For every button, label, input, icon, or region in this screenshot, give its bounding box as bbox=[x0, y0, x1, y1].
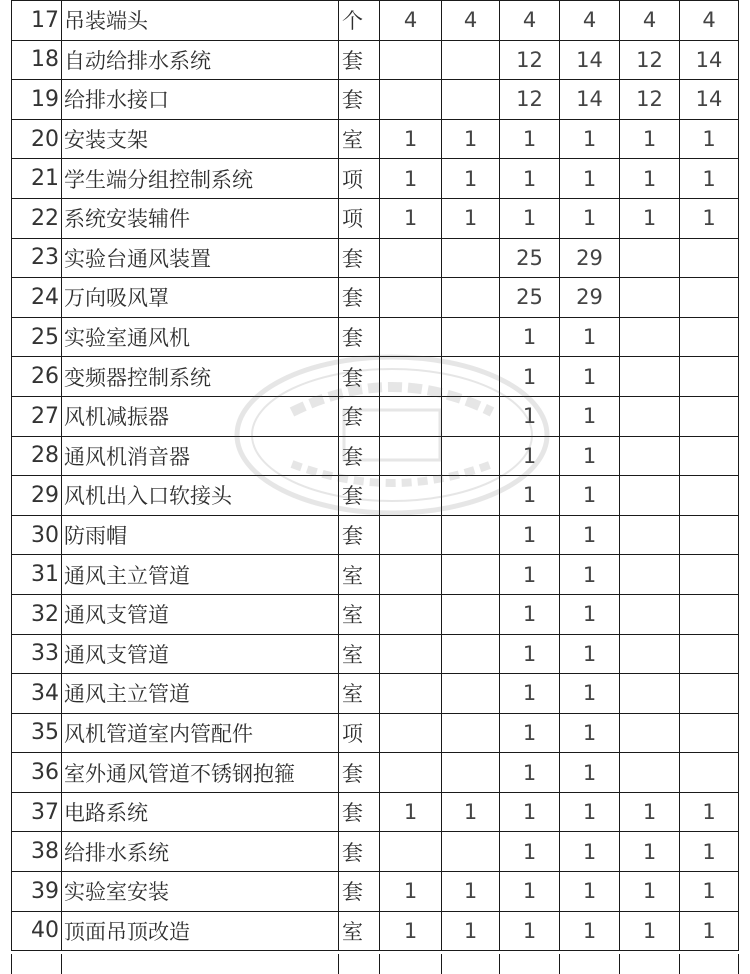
table-row bbox=[12, 872, 739, 912]
item-name-cell: 顶面吊顶改造 bbox=[62, 911, 339, 951]
unit-cell: 室 bbox=[339, 119, 380, 159]
unit-cell: 项 bbox=[339, 198, 380, 238]
unit-cell: 室 bbox=[339, 911, 380, 951]
unit-cell: 个 bbox=[339, 1, 380, 41]
quantity-cell bbox=[442, 515, 500, 555]
quantity-cell: 29 bbox=[560, 238, 620, 278]
row-number-cell: 37 bbox=[12, 792, 62, 832]
quantity-cell: 4 bbox=[380, 1, 442, 41]
row-number-cell: 32 bbox=[12, 594, 62, 634]
quantity-cell bbox=[380, 40, 442, 80]
quantity-cell bbox=[442, 713, 500, 753]
quantity-cell: 1 bbox=[500, 911, 560, 951]
quantity-cell: 1 bbox=[560, 634, 620, 674]
quantity-cell bbox=[620, 515, 680, 555]
quantity-cell bbox=[680, 594, 739, 634]
quantity-cell bbox=[680, 555, 739, 595]
table-row bbox=[12, 278, 739, 318]
row-number-cell: 24 bbox=[12, 278, 62, 318]
quantity-cell: 4 bbox=[620, 1, 680, 41]
quantity-cell: 1 bbox=[442, 911, 500, 951]
quantity-cell: 1 bbox=[620, 198, 680, 238]
quantity-cell: 29 bbox=[560, 278, 620, 318]
quantity-cell bbox=[680, 396, 739, 436]
quantity-cell bbox=[380, 357, 442, 397]
quantity-cell: 1 bbox=[560, 396, 620, 436]
row-number-cell: 33 bbox=[12, 634, 62, 674]
quantity-cell bbox=[620, 634, 680, 674]
equipment-table-container bbox=[11, 0, 739, 951]
row-number-cell: 36 bbox=[12, 753, 62, 793]
row-number-cell: 20 bbox=[12, 119, 62, 159]
unit-cell: 室 bbox=[339, 674, 380, 714]
row-number-cell: 22 bbox=[12, 198, 62, 238]
quantity-cell bbox=[680, 674, 739, 714]
quantity-cell: 1 bbox=[500, 872, 560, 912]
quantity-cell bbox=[680, 436, 739, 476]
quantity-cell bbox=[442, 357, 500, 397]
row-number-cell: 30 bbox=[12, 515, 62, 555]
quantity-cell: 12 bbox=[500, 40, 560, 80]
quantity-cell bbox=[380, 832, 442, 872]
quantity-cell: 1 bbox=[620, 872, 680, 912]
quantity-cell: 1 bbox=[442, 119, 500, 159]
quantity-cell bbox=[442, 674, 500, 714]
table-row bbox=[12, 555, 739, 595]
item-name-cell: 实验室通风机 bbox=[62, 317, 339, 357]
quantity-cell bbox=[620, 357, 680, 397]
item-name-cell: 风机管道室内管配件 bbox=[62, 713, 339, 753]
quantity-cell: 1 bbox=[620, 119, 680, 159]
quantity-cell bbox=[680, 515, 739, 555]
table-row bbox=[12, 159, 739, 199]
table-row bbox=[12, 713, 739, 753]
quantity-cell bbox=[620, 396, 680, 436]
quantity-cell: 14 bbox=[680, 40, 739, 80]
row-number-cell: 29 bbox=[12, 476, 62, 516]
row-number-cell: 23 bbox=[12, 238, 62, 278]
row-number-cell: 35 bbox=[12, 713, 62, 753]
unit-cell: 室 bbox=[339, 594, 380, 634]
quantity-cell: 25 bbox=[500, 238, 560, 278]
quantity-cell bbox=[380, 278, 442, 318]
unit-cell: 套 bbox=[339, 753, 380, 793]
quantity-cell bbox=[680, 753, 739, 793]
quantity-cell: 1 bbox=[680, 911, 739, 951]
table-row bbox=[12, 476, 739, 516]
quantity-cell: 1 bbox=[500, 119, 560, 159]
table-row bbox=[12, 396, 739, 436]
unit-cell: 室 bbox=[339, 555, 380, 595]
quantity-cell bbox=[380, 594, 442, 634]
unit-cell: 套 bbox=[339, 515, 380, 555]
item-name-cell: 风机出入口软接头 bbox=[62, 476, 339, 516]
quantity-cell bbox=[380, 634, 442, 674]
unit-cell: 套 bbox=[339, 317, 380, 357]
quantity-cell bbox=[680, 476, 739, 516]
row-number-cell: 19 bbox=[12, 80, 62, 120]
quantity-cell: 1 bbox=[380, 792, 442, 832]
table-row bbox=[12, 80, 739, 120]
quantity-cell: 1 bbox=[560, 476, 620, 516]
item-name-cell: 通风主立管道 bbox=[62, 674, 339, 714]
quantity-cell bbox=[620, 476, 680, 516]
quantity-cell bbox=[620, 674, 680, 714]
quantity-cell: 12 bbox=[500, 80, 560, 120]
item-name-cell: 安装支架 bbox=[62, 119, 339, 159]
item-name-cell: 自动给排水系统 bbox=[62, 40, 339, 80]
table-body bbox=[12, 1, 739, 951]
quantity-cell bbox=[380, 80, 442, 120]
quantity-cell: 1 bbox=[500, 594, 560, 634]
quantity-cell bbox=[380, 555, 442, 595]
quantity-cell: 1 bbox=[500, 357, 560, 397]
item-name-cell: 通风支管道 bbox=[62, 594, 339, 634]
unit-cell: 套 bbox=[339, 40, 380, 80]
quantity-cell: 1 bbox=[500, 753, 560, 793]
quantity-cell: 1 bbox=[500, 476, 560, 516]
quantity-cell bbox=[620, 436, 680, 476]
unit-cell: 套 bbox=[339, 278, 380, 318]
quantity-cell: 1 bbox=[442, 872, 500, 912]
table-row bbox=[12, 238, 739, 278]
row-number-cell: 40 bbox=[12, 911, 62, 951]
quantity-cell: 1 bbox=[380, 198, 442, 238]
unit-cell: 套 bbox=[339, 476, 380, 516]
table-row bbox=[12, 832, 739, 872]
quantity-cell: 1 bbox=[500, 159, 560, 199]
quantity-cell: 1 bbox=[500, 317, 560, 357]
quantity-cell: 1 bbox=[442, 198, 500, 238]
unit-cell: 套 bbox=[339, 238, 380, 278]
quantity-cell: 1 bbox=[560, 674, 620, 714]
quantity-cell bbox=[680, 317, 739, 357]
quantity-cell: 1 bbox=[680, 198, 739, 238]
quantity-cell: 1 bbox=[560, 159, 620, 199]
quantity-cell: 1 bbox=[380, 159, 442, 199]
quantity-cell bbox=[442, 317, 500, 357]
quantity-cell bbox=[380, 396, 442, 436]
unit-cell: 项 bbox=[339, 159, 380, 199]
unit-cell: 项 bbox=[339, 713, 380, 753]
quantity-cell bbox=[680, 357, 739, 397]
unit-cell: 套 bbox=[339, 436, 380, 476]
item-name-cell: 学生端分组控制系统 bbox=[62, 159, 339, 199]
quantity-cell: 1 bbox=[500, 436, 560, 476]
quantity-cell bbox=[380, 238, 442, 278]
quantity-cell bbox=[380, 317, 442, 357]
quantity-cell: 4 bbox=[560, 1, 620, 41]
quantity-cell: 1 bbox=[680, 119, 739, 159]
row-number-cell: 38 bbox=[12, 832, 62, 872]
unit-cell: 套 bbox=[339, 396, 380, 436]
quantity-cell: 1 bbox=[380, 872, 442, 912]
quantity-cell: 1 bbox=[560, 832, 620, 872]
item-name-cell: 给排水系统 bbox=[62, 832, 339, 872]
unit-cell: 套 bbox=[339, 872, 380, 912]
quantity-cell: 1 bbox=[500, 832, 560, 872]
quantity-cell bbox=[380, 713, 442, 753]
quantity-cell bbox=[620, 753, 680, 793]
quantity-cell bbox=[380, 476, 442, 516]
quantity-cell bbox=[620, 317, 680, 357]
quantity-cell: 1 bbox=[560, 515, 620, 555]
item-name-cell: 风机减振器 bbox=[62, 396, 339, 436]
table-row bbox=[12, 674, 739, 714]
quantity-cell bbox=[620, 594, 680, 634]
item-name-cell: 通风主立管道 bbox=[62, 555, 339, 595]
quantity-cell bbox=[442, 80, 500, 120]
table-row bbox=[12, 515, 739, 555]
quantity-cell: 1 bbox=[500, 792, 560, 832]
quantity-cell bbox=[620, 713, 680, 753]
item-name-cell: 变频器控制系统 bbox=[62, 357, 339, 397]
quantity-cell: 1 bbox=[560, 792, 620, 832]
item-name-cell: 防雨帽 bbox=[62, 515, 339, 555]
row-number-cell: 28 bbox=[12, 436, 62, 476]
table-row bbox=[12, 634, 739, 674]
quantity-cell bbox=[442, 476, 500, 516]
table-continuation-lines bbox=[11, 954, 738, 974]
quantity-cell: 1 bbox=[620, 792, 680, 832]
row-number-cell: 27 bbox=[12, 396, 62, 436]
quantity-cell: 1 bbox=[500, 198, 560, 238]
quantity-cell: 4 bbox=[442, 1, 500, 41]
quantity-cell: 1 bbox=[680, 832, 739, 872]
quantity-cell bbox=[442, 555, 500, 595]
quantity-cell: 1 bbox=[560, 317, 620, 357]
quantity-cell: 1 bbox=[560, 555, 620, 595]
quantity-cell bbox=[442, 396, 500, 436]
quantity-cell bbox=[442, 832, 500, 872]
row-number-cell: 17 bbox=[12, 1, 62, 41]
item-name-cell: 通风支管道 bbox=[62, 634, 339, 674]
quantity-cell: 1 bbox=[620, 832, 680, 872]
quantity-cell bbox=[380, 436, 442, 476]
quantity-cell bbox=[620, 555, 680, 595]
table-row bbox=[12, 317, 739, 357]
table-row bbox=[12, 198, 739, 238]
quantity-cell: 1 bbox=[560, 119, 620, 159]
table-row bbox=[12, 436, 739, 476]
equipment-table bbox=[11, 0, 739, 951]
quantity-cell: 1 bbox=[680, 872, 739, 912]
quantity-cell: 1 bbox=[500, 396, 560, 436]
quantity-cell bbox=[680, 713, 739, 753]
quantity-cell: 25 bbox=[500, 278, 560, 318]
quantity-cell bbox=[442, 753, 500, 793]
item-name-cell: 电路系统 bbox=[62, 792, 339, 832]
quantity-cell: 4 bbox=[500, 1, 560, 41]
quantity-cell: 1 bbox=[560, 436, 620, 476]
quantity-cell: 1 bbox=[560, 198, 620, 238]
quantity-cell: 1 bbox=[560, 753, 620, 793]
quantity-cell: 1 bbox=[560, 357, 620, 397]
quantity-cell: 1 bbox=[500, 555, 560, 595]
quantity-cell: 14 bbox=[680, 80, 739, 120]
quantity-cell bbox=[442, 278, 500, 318]
quantity-cell bbox=[380, 753, 442, 793]
quantity-cell: 1 bbox=[442, 159, 500, 199]
row-number-cell: 25 bbox=[12, 317, 62, 357]
quantity-cell bbox=[442, 238, 500, 278]
item-name-cell: 万向吸风罩 bbox=[62, 278, 339, 318]
quantity-cell: 1 bbox=[500, 515, 560, 555]
row-number-cell: 26 bbox=[12, 357, 62, 397]
item-name-cell: 吊装端头 bbox=[62, 1, 339, 41]
row-number-cell: 34 bbox=[12, 674, 62, 714]
quantity-cell bbox=[442, 40, 500, 80]
quantity-cell: 12 bbox=[620, 40, 680, 80]
quantity-cell: 1 bbox=[620, 911, 680, 951]
item-name-cell: 实验台通风装置 bbox=[62, 238, 339, 278]
unit-cell: 室 bbox=[339, 634, 380, 674]
table-row bbox=[12, 792, 739, 832]
table-row bbox=[12, 119, 739, 159]
quantity-cell: 1 bbox=[560, 594, 620, 634]
table-row bbox=[12, 1, 739, 41]
quantity-cell: 1 bbox=[620, 159, 680, 199]
quantity-cell: 1 bbox=[500, 634, 560, 674]
item-name-cell: 给排水接口 bbox=[62, 80, 339, 120]
row-number-cell: 18 bbox=[12, 40, 62, 80]
table-row bbox=[12, 594, 739, 634]
table-row bbox=[12, 911, 739, 951]
quantity-cell bbox=[442, 634, 500, 674]
table-row bbox=[12, 753, 739, 793]
item-name-cell: 实验室安装 bbox=[62, 872, 339, 912]
item-name-cell: 通风机消音器 bbox=[62, 436, 339, 476]
unit-cell: 套 bbox=[339, 80, 380, 120]
quantity-cell: 1 bbox=[380, 911, 442, 951]
row-number-cell: 31 bbox=[12, 555, 62, 595]
item-name-cell: 室外通风管道不锈钢抱箍 bbox=[62, 753, 339, 793]
quantity-cell: 1 bbox=[680, 792, 739, 832]
quantity-cell: 1 bbox=[500, 674, 560, 714]
quantity-cell: 1 bbox=[560, 713, 620, 753]
quantity-cell: 14 bbox=[560, 40, 620, 80]
quantity-cell: 1 bbox=[442, 792, 500, 832]
unit-cell: 套 bbox=[339, 357, 380, 397]
quantity-cell bbox=[620, 278, 680, 318]
quantity-cell: 14 bbox=[560, 80, 620, 120]
quantity-cell: 1 bbox=[380, 119, 442, 159]
quantity-cell bbox=[620, 238, 680, 278]
quantity-cell bbox=[680, 238, 739, 278]
unit-cell: 套 bbox=[339, 792, 380, 832]
quantity-cell: 12 bbox=[620, 80, 680, 120]
row-number-cell: 21 bbox=[12, 159, 62, 199]
quantity-cell bbox=[680, 278, 739, 318]
row-number-cell: 39 bbox=[12, 872, 62, 912]
quantity-cell bbox=[380, 515, 442, 555]
table-row bbox=[12, 357, 739, 397]
quantity-cell bbox=[442, 594, 500, 634]
quantity-cell: 1 bbox=[680, 159, 739, 199]
quantity-cell: 1 bbox=[500, 713, 560, 753]
unit-cell: 套 bbox=[339, 832, 380, 872]
quantity-cell bbox=[680, 634, 739, 674]
quantity-cell: 1 bbox=[560, 872, 620, 912]
quantity-cell bbox=[380, 674, 442, 714]
quantity-cell: 4 bbox=[680, 1, 739, 41]
quantity-cell bbox=[442, 436, 500, 476]
item-name-cell: 系统安装辅件 bbox=[62, 198, 339, 238]
quantity-cell: 1 bbox=[560, 911, 620, 951]
table-row bbox=[12, 40, 739, 80]
